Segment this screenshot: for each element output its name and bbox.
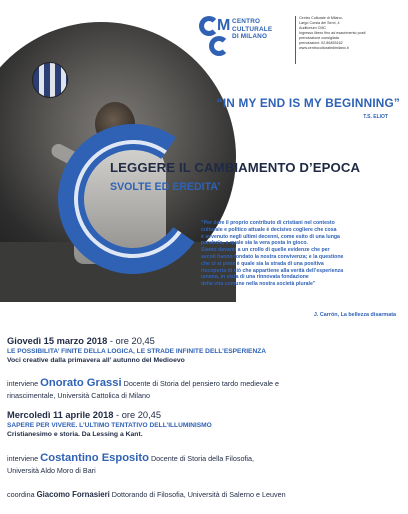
contact-line: Ingresso libero fino ad esaurimento posti [299,31,366,35]
header-divider [295,16,296,64]
coordinator-role: Dottorando di Filosofia, Università di Salerno e Leuven [109,490,286,499]
session1-date-text: Giovedì 15 marzo 2018 [7,336,108,346]
coordinator [7,490,405,499]
quote-line: Siamo davanti a un crollo di quelle evidenze che per [201,247,330,254]
session1-speaker-affiliation: rinascimentale, Università Cattolica di Milano [7,391,151,400]
quote-line: “Per dare il proprio contributo di cristiani nel contesto [201,220,335,226]
website-link[interactable]: www.centroculturaledimilano.it [299,46,349,50]
session1-speaker-name: Onorato Grassi [40,377,122,389]
contact-line: Largo Corsia dei Servi, 4 [299,21,340,25]
quote-line: umana, in vista di una rinnovata fondazione [201,274,309,281]
session1-speaker-role: Docente di Storia del pensiero tardo medievale e [121,379,280,388]
quote-line: che ci si pone è quale sia la strada di una positiva [201,260,324,267]
epigraph-author: T.S. ELIOT [363,114,388,120]
contact-line: prenotazioni: 02.86455162 [299,41,343,45]
contact-line: prenotazione consigliata [299,36,339,40]
quote-line: riscoperta di ciò che appartiene alla verità dell’esperienza [201,267,344,274]
quote-line: è avvenuto negli ultimi decenni, come esito di una lunga [201,233,340,240]
coordinator-prefix: coordina [7,490,37,499]
session2-speaker-prefix: interviene [7,454,41,463]
logo-c-bottom-icon [209,36,229,56]
session1-speaker-prefix: interviene [7,379,41,388]
epigraph-title: “IN MY END IS MY BEGINNING” [216,96,400,110]
contact-line: Auditorium CMC [299,26,327,30]
logo-c-top-icon [199,16,219,36]
coordinator-name: Giacomo Fornasieri [36,490,110,499]
quote-signature: J. Carrón, La bellezza disarmata [313,312,396,318]
carron-quote [201,220,397,288]
session1-speaker [7,378,405,389]
event-subtitle: SVOLTE ED EREDITA’ [110,181,221,193]
session2-speaker-role: Docente di Storia della Filosofia, [148,454,255,463]
logo-m-letter: M [217,17,231,34]
session2-date-text: Mercoledì 11 aprile 2018 [7,410,114,420]
quote-line: della vita comune nella nostra società plurale” [201,281,316,288]
session1-time: - ore 20,45 [107,336,155,346]
contact-line: Centro Culturale di Milano, [299,16,343,20]
contact-info [299,16,405,51]
session1-topic: LE POSSIBILITA’ FINITE DELLA LOGICA, LE STRADE INFINITE DELL’ESPERIENZA [7,348,267,355]
photo-ball [32,62,68,98]
session1-date [7,336,155,346]
session2-topic: SAPERE PER VIVERE. L’ULTIMO TENTATIVO DELL’ILLUMINISMO [7,422,212,429]
org-name-line: CENTRO [232,18,261,25]
session2-date [7,410,161,420]
org-name-line: DI MILANO [232,33,268,41]
quote-line: secoli hanno fondato la nostra convivenza; e la questione [201,253,344,260]
session2-speaker-affiliation: Università Aldo Moro di Bari [7,466,96,475]
quote-line: culturale e politico attuale è decisivo cogliere che cosa [201,226,337,233]
session2-speaker-name: Costantino Esposito [40,452,149,464]
quote-line: parabola, e quale sia la vera posta in gioco. [201,240,308,247]
session2-topic-sub: Cristianesimo e storia. Da Lessing a Kant. [7,431,143,438]
org-name [232,18,292,41]
session2-time: - ore 20,45 [113,410,162,420]
event-title: LEGGERE IL CAMBIAMENTO D’EPOCA [110,160,361,175]
session2-speaker [7,453,405,464]
org-name-line: CULTURALE [232,25,273,33]
session1-topic-sub: Voci creative dalla primavera all’ autunno del Medioevo [7,357,185,364]
